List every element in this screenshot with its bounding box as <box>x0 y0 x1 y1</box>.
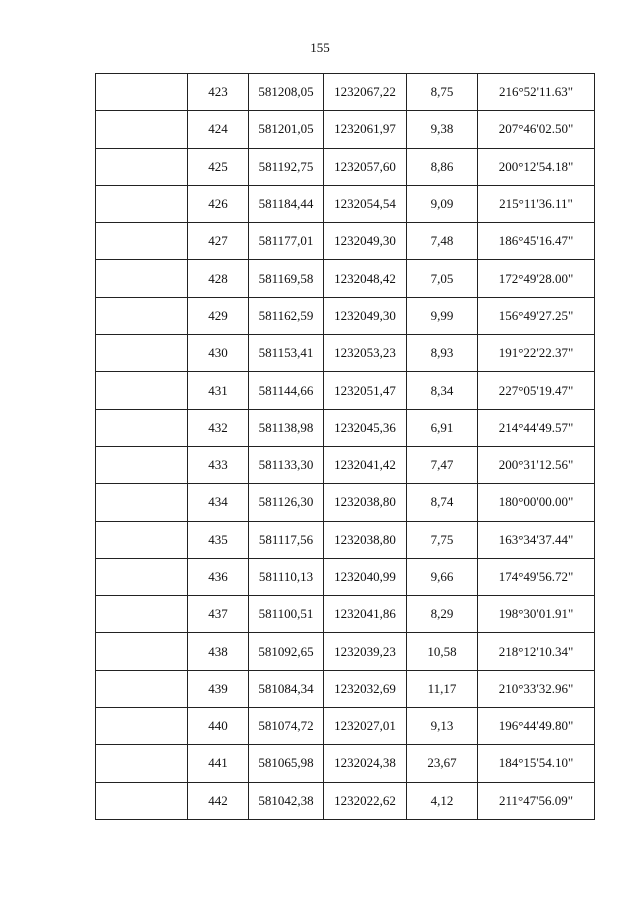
x-coordinate-cell: 581065,98 <box>249 745 324 782</box>
distance-cell: 6,91 <box>407 409 478 446</box>
distance-cell: 4,12 <box>407 782 478 819</box>
y-coordinate-cell: 1232049,30 <box>324 223 407 260</box>
y-coordinate-cell: 1232045,36 <box>324 409 407 446</box>
table-row <box>96 558 595 595</box>
empty-cell <box>96 596 188 633</box>
angle-cell: 200°12'54.18" <box>478 148 595 185</box>
point-number-cell: 438 <box>188 633 249 670</box>
empty-cell <box>96 335 188 372</box>
empty-cell <box>96 558 188 595</box>
x-coordinate-cell: 581074,72 <box>249 708 324 745</box>
empty-cell <box>96 708 188 745</box>
empty-cell <box>96 670 188 707</box>
empty-cell <box>96 111 188 148</box>
y-coordinate-cell: 1232022,62 <box>324 782 407 819</box>
distance-cell: 7,05 <box>407 260 478 297</box>
distance-cell: 9,13 <box>407 708 478 745</box>
y-coordinate-cell: 1232051,47 <box>324 372 407 409</box>
empty-cell <box>96 372 188 409</box>
x-coordinate-cell: 581117,56 <box>249 521 324 558</box>
y-coordinate-cell: 1232057,60 <box>324 148 407 185</box>
y-coordinate-cell: 1232053,23 <box>324 335 407 372</box>
empty-cell <box>96 633 188 670</box>
table-row <box>96 335 595 372</box>
distance-cell: 8,29 <box>407 596 478 633</box>
table-row <box>96 708 595 745</box>
angle-cell: 156°49'27.25" <box>478 297 595 334</box>
angle-cell: 174°49'56.72" <box>478 558 595 595</box>
angle-cell: 211°47'56.09" <box>478 782 595 819</box>
distance-cell: 9,66 <box>407 558 478 595</box>
x-coordinate-cell: 581138,98 <box>249 409 324 446</box>
x-coordinate-cell: 581144,66 <box>249 372 324 409</box>
angle-cell: 200°31'12.56" <box>478 446 595 483</box>
x-coordinate-cell: 581092,65 <box>249 633 324 670</box>
angle-cell: 196°44'49.80" <box>478 708 595 745</box>
point-number-cell: 437 <box>188 596 249 633</box>
table-row <box>96 409 595 446</box>
x-coordinate-cell: 581169,58 <box>249 260 324 297</box>
empty-cell <box>96 521 188 558</box>
point-number-cell: 431 <box>188 372 249 409</box>
y-coordinate-cell: 1232048,42 <box>324 260 407 297</box>
distance-cell: 23,67 <box>407 745 478 782</box>
angle-cell: 210°33'32.96" <box>478 670 595 707</box>
x-coordinate-cell: 581100,51 <box>249 596 324 633</box>
y-coordinate-cell: 1232041,86 <box>324 596 407 633</box>
empty-cell <box>96 782 188 819</box>
point-number-cell: 429 <box>188 297 249 334</box>
distance-cell: 10,58 <box>407 633 478 670</box>
empty-cell <box>96 223 188 260</box>
y-coordinate-cell: 1232039,23 <box>324 633 407 670</box>
angle-cell: 207°46'02.50" <box>478 111 595 148</box>
table-row <box>96 148 595 185</box>
x-coordinate-cell: 581153,41 <box>249 335 324 372</box>
table-row <box>96 223 595 260</box>
y-coordinate-cell: 1232061,97 <box>324 111 407 148</box>
angle-cell: 214°44'49.57" <box>478 409 595 446</box>
x-coordinate-cell: 581184,44 <box>249 185 324 222</box>
distance-cell: 8,74 <box>407 484 478 521</box>
table-row <box>96 372 595 409</box>
point-number-cell: 439 <box>188 670 249 707</box>
empty-cell <box>96 297 188 334</box>
empty-cell <box>96 745 188 782</box>
table-row <box>96 260 595 297</box>
table-row <box>96 74 595 111</box>
angle-cell: 191°22'22.37" <box>478 335 595 372</box>
table-row <box>96 670 595 707</box>
point-number-cell: 436 <box>188 558 249 595</box>
angle-cell: 184°15'54.10" <box>478 745 595 782</box>
coordinates-table <box>95 73 595 820</box>
x-coordinate-cell: 581208,05 <box>249 74 324 111</box>
distance-cell: 11,17 <box>407 670 478 707</box>
table-row <box>96 782 595 819</box>
table-row <box>96 596 595 633</box>
point-number-cell: 435 <box>188 521 249 558</box>
x-coordinate-cell: 581133,30 <box>249 446 324 483</box>
y-coordinate-cell: 1232032,69 <box>324 670 407 707</box>
empty-cell <box>96 185 188 222</box>
distance-cell: 9,09 <box>407 185 478 222</box>
distance-cell: 7,47 <box>407 446 478 483</box>
point-number-cell: 427 <box>188 223 249 260</box>
x-coordinate-cell: 581084,34 <box>249 670 324 707</box>
y-coordinate-cell: 1232027,01 <box>324 708 407 745</box>
empty-cell <box>96 409 188 446</box>
empty-cell <box>96 260 188 297</box>
distance-cell: 7,48 <box>407 223 478 260</box>
distance-cell: 8,34 <box>407 372 478 409</box>
distance-cell: 8,93 <box>407 335 478 372</box>
x-coordinate-cell: 581177,01 <box>249 223 324 260</box>
distance-cell: 8,75 <box>407 74 478 111</box>
point-number-cell: 426 <box>188 185 249 222</box>
table-row <box>96 633 595 670</box>
x-coordinate-cell: 581192,75 <box>249 148 324 185</box>
y-coordinate-cell: 1232067,22 <box>324 74 407 111</box>
x-coordinate-cell: 581042,38 <box>249 782 324 819</box>
table-row <box>96 185 595 222</box>
table-row <box>96 297 595 334</box>
y-coordinate-cell: 1232024,38 <box>324 745 407 782</box>
point-number-cell: 434 <box>188 484 249 521</box>
angle-cell: 172°49'28.00" <box>478 260 595 297</box>
empty-cell <box>96 74 188 111</box>
point-number-cell: 424 <box>188 111 249 148</box>
x-coordinate-cell: 581126,30 <box>249 484 324 521</box>
distance-cell: 8,86 <box>407 148 478 185</box>
y-coordinate-cell: 1232054,54 <box>324 185 407 222</box>
point-number-cell: 440 <box>188 708 249 745</box>
angle-cell: 216°52'11.63" <box>478 74 595 111</box>
empty-cell <box>96 148 188 185</box>
point-number-cell: 425 <box>188 148 249 185</box>
page-number: 155 <box>310 40 330 55</box>
table-row <box>96 521 595 558</box>
angle-cell: 218°12'10.34" <box>478 633 595 670</box>
point-number-cell: 430 <box>188 335 249 372</box>
table-row <box>96 484 595 521</box>
point-number-cell: 423 <box>188 74 249 111</box>
y-coordinate-cell: 1232038,80 <box>324 521 407 558</box>
distance-cell: 9,99 <box>407 297 478 334</box>
y-coordinate-cell: 1232040,99 <box>324 558 407 595</box>
point-number-cell: 428 <box>188 260 249 297</box>
y-coordinate-cell: 1232041,42 <box>324 446 407 483</box>
empty-cell <box>96 446 188 483</box>
distance-cell: 9,38 <box>407 111 478 148</box>
y-coordinate-cell: 1232049,30 <box>324 297 407 334</box>
angle-cell: 163°34'37.44" <box>478 521 595 558</box>
empty-cell <box>96 484 188 521</box>
angle-cell: 198°30'01.91" <box>478 596 595 633</box>
table-row <box>96 446 595 483</box>
point-number-cell: 442 <box>188 782 249 819</box>
angle-cell: 186°45'16.47" <box>478 223 595 260</box>
x-coordinate-cell: 581201,05 <box>249 111 324 148</box>
table-row <box>96 745 595 782</box>
point-number-cell: 441 <box>188 745 249 782</box>
table-row <box>96 111 595 148</box>
angle-cell: 215°11'36.11" <box>478 185 595 222</box>
y-coordinate-cell: 1232038,80 <box>324 484 407 521</box>
angle-cell: 180°00'00.00" <box>478 484 595 521</box>
x-coordinate-cell: 581162,59 <box>249 297 324 334</box>
angle-cell: 227°05'19.47" <box>478 372 595 409</box>
point-number-cell: 432 <box>188 409 249 446</box>
point-number-cell: 433 <box>188 446 249 483</box>
x-coordinate-cell: 581110,13 <box>249 558 324 595</box>
coordinates-table-body <box>96 74 595 820</box>
distance-cell: 7,75 <box>407 521 478 558</box>
